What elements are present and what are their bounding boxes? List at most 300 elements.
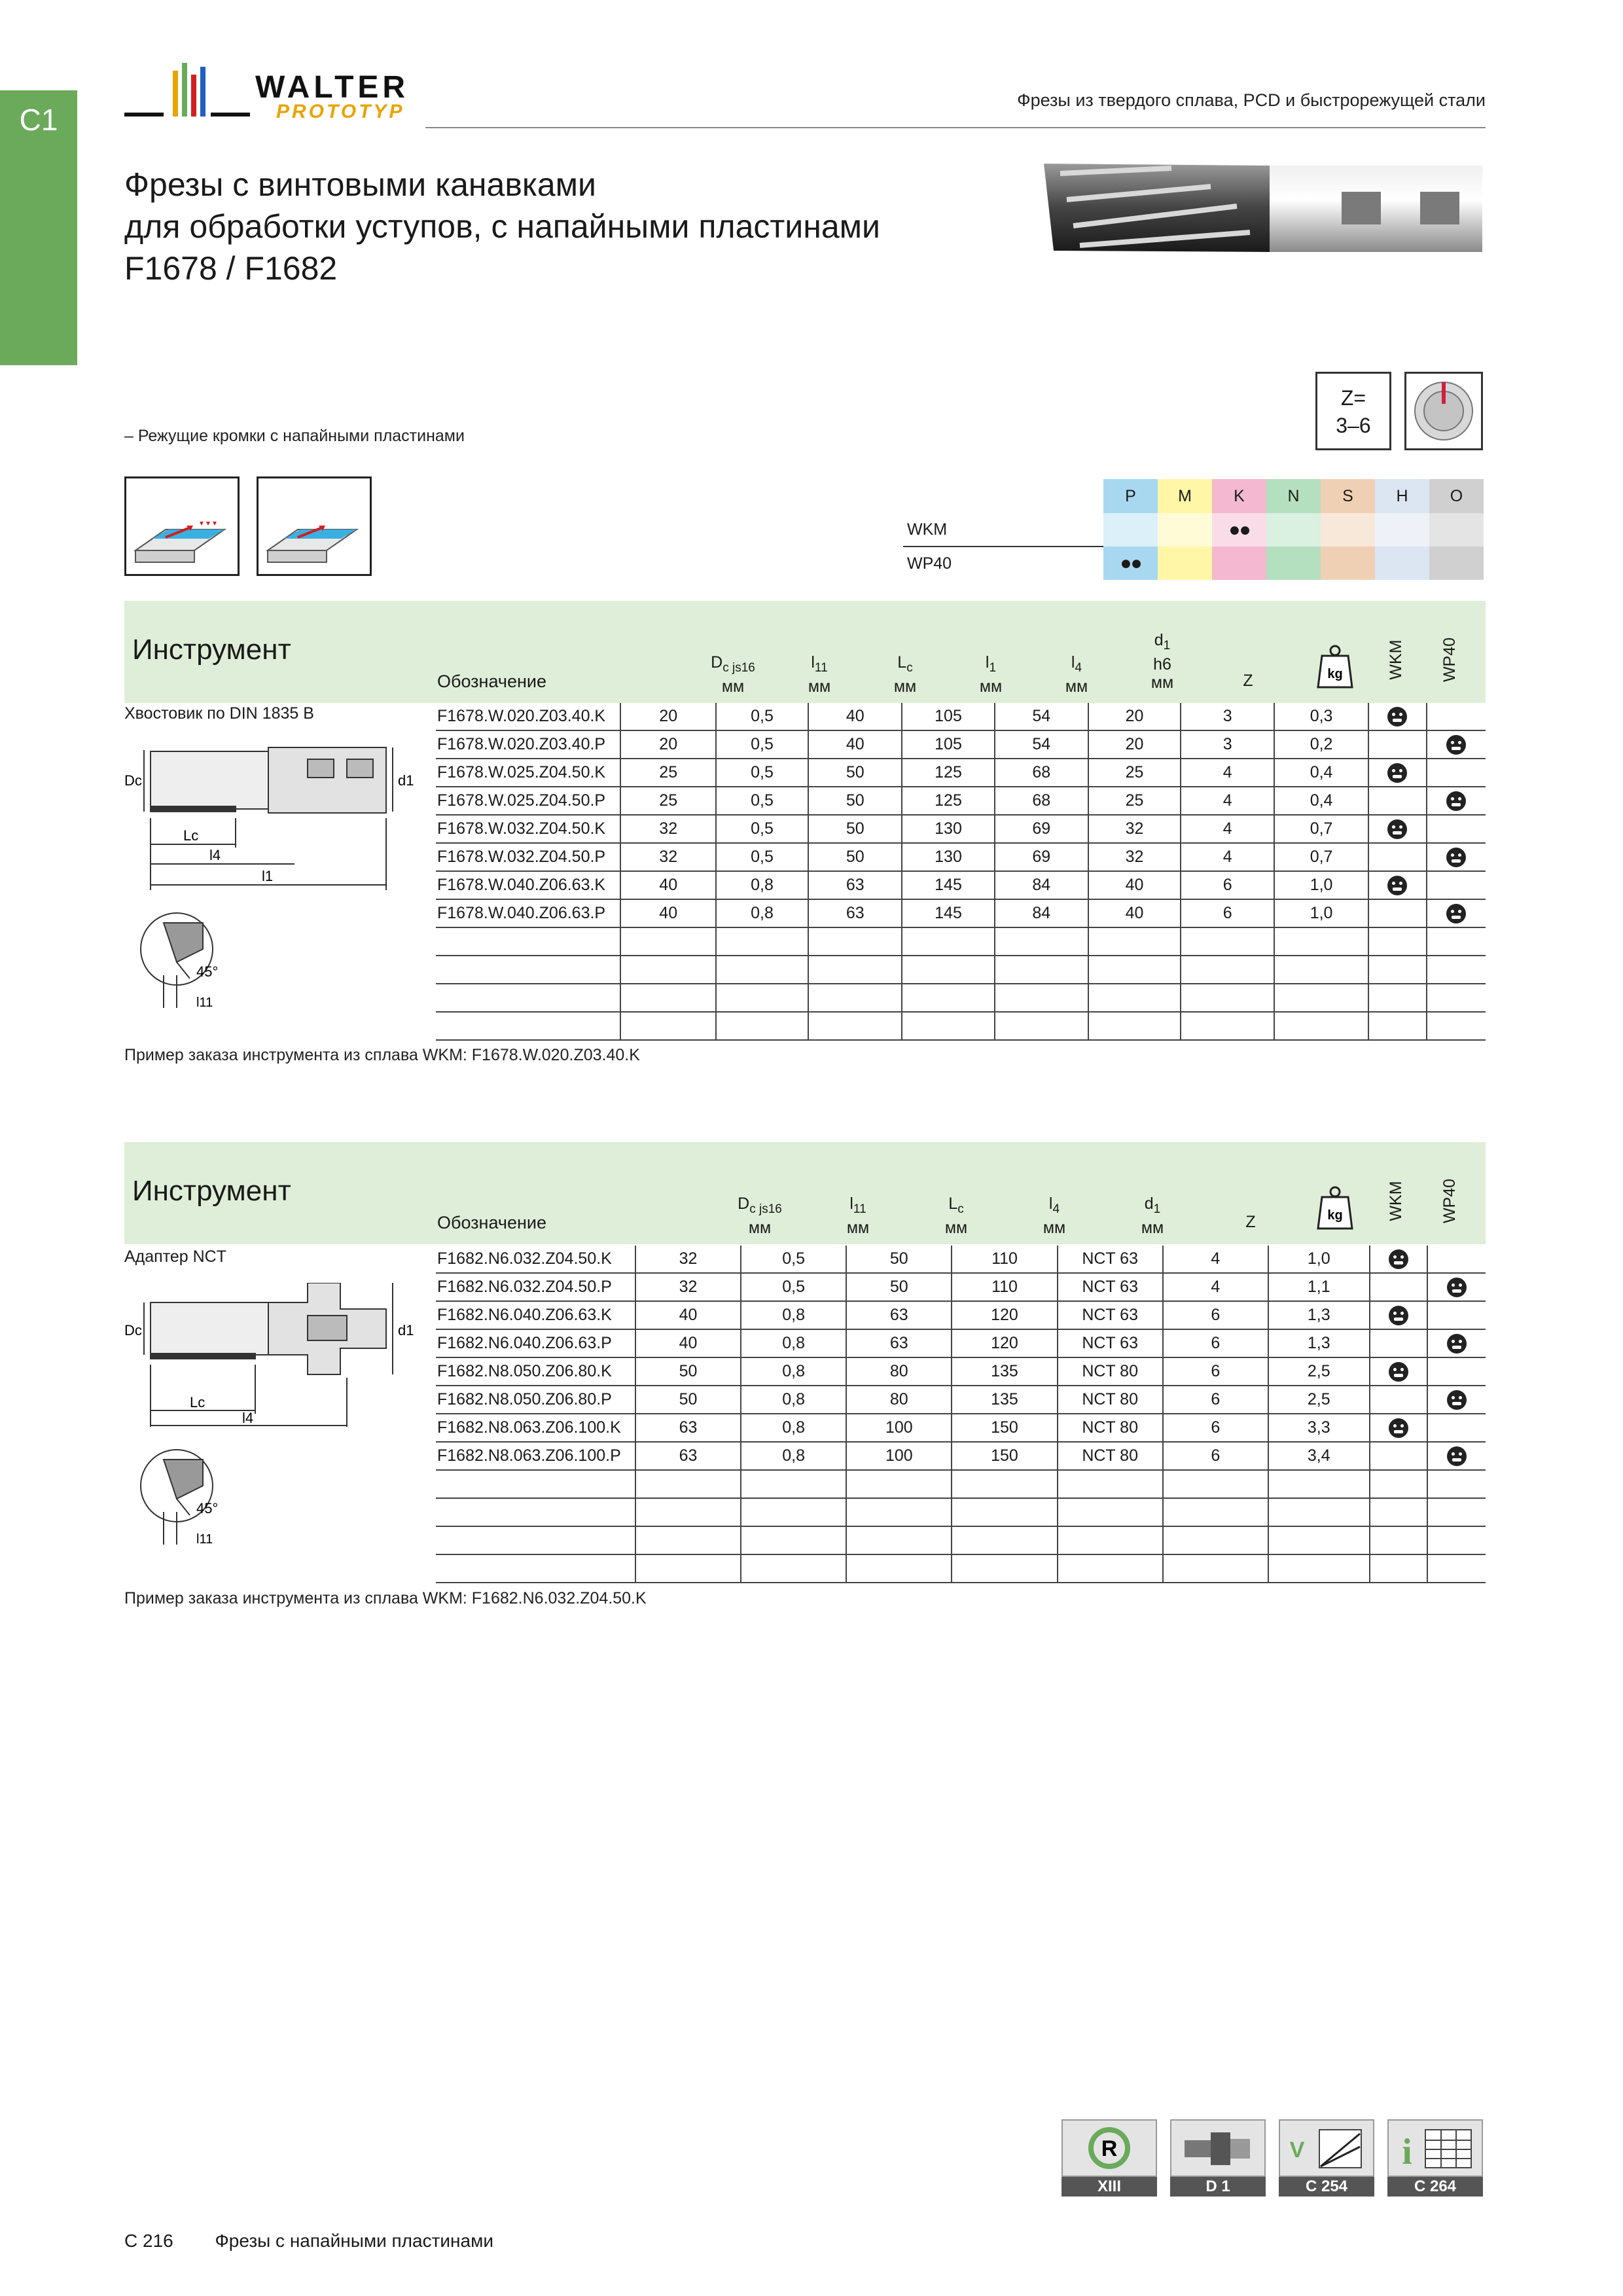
value-cell: 0,2 (1274, 730, 1368, 759)
stock-item-icon (1446, 735, 1466, 755)
col-header-l11: $l_{11}$ мм (808, 653, 831, 696)
value-cell: 25 (1088, 787, 1181, 815)
value-cell: 0,5 (741, 1246, 846, 1273)
table-row (436, 1442, 1486, 1470)
reference-label: C 264 (1387, 2177, 1483, 2197)
grade-header: WKM (1387, 1181, 1405, 1221)
value-cell (952, 1526, 1057, 1554)
stock-item-icon (1387, 763, 1407, 783)
dim-lc: Lc (190, 1394, 205, 1410)
col-header-d1: $d_1$ h6 мм (1150, 631, 1174, 692)
value-cell (716, 927, 808, 956)
material-table (903, 479, 1484, 580)
value-cell: 0,5 (741, 1273, 846, 1301)
table2-body (436, 1246, 1486, 1583)
value-cell: 150 (952, 1442, 1057, 1470)
value-cell: 0,5 (716, 815, 808, 843)
designation-cell[interactable] (436, 984, 620, 1012)
value-cell: 32 (635, 1246, 741, 1273)
value-cell: 84 (995, 871, 1088, 899)
value-cell: 40 (808, 703, 902, 730)
material-mark (1321, 547, 1375, 580)
value-cell (716, 956, 808, 984)
value-cell (716, 984, 808, 1012)
material-header-row (903, 479, 1484, 513)
grade-availability-cell (1427, 1554, 1486, 1583)
designation-cell[interactable]: F1678.W.040.Z06.63.P (436, 899, 620, 927)
table-row (436, 1554, 1486, 1583)
dim-angle: 45° (196, 1500, 219, 1516)
table-row (436, 1246, 1486, 1273)
value-cell: 4 (1163, 1246, 1268, 1273)
table-row (436, 956, 1486, 984)
value-cell (1181, 956, 1274, 984)
grade-availability-cell (1427, 1329, 1486, 1357)
value-cell: 0,8 (741, 1442, 846, 1470)
material-mark (1266, 547, 1321, 580)
table2-band-title: Инструмент (132, 1175, 291, 1207)
table-row (436, 984, 1486, 1012)
weight-icon-text: kg (1327, 667, 1343, 681)
material-mark (1266, 513, 1321, 547)
value-cell (1268, 1554, 1370, 1583)
logo-bar-right (211, 113, 250, 117)
material-group: P (1103, 479, 1158, 513)
value-cell: 32 (620, 843, 716, 871)
value-cell: 40 (635, 1301, 741, 1329)
value-cell: 50 (846, 1246, 952, 1273)
value-cell: 69 (995, 815, 1088, 843)
material-mark (1103, 513, 1158, 547)
value-cell: NCT 63 (1058, 1246, 1163, 1273)
value-cell: 6 (1163, 1414, 1268, 1442)
table-row (436, 787, 1486, 815)
value-cell (1268, 1526, 1370, 1554)
grade-availability-cell (1427, 984, 1486, 1012)
value-cell (995, 956, 1088, 984)
value-cell: 0,8 (741, 1414, 846, 1442)
dim-l4: l4 (242, 1410, 254, 1426)
col-header-wp40 (1440, 1168, 1457, 1234)
value-cell: 50 (635, 1357, 741, 1386)
value-cell: 50 (808, 843, 902, 871)
value-cell: 110 (952, 1273, 1057, 1301)
grade-availability-cell (1427, 1386, 1486, 1414)
value-cell: 0,5 (716, 759, 808, 787)
value-cell (635, 1526, 741, 1554)
designation-cell[interactable] (436, 956, 620, 984)
value-cell (902, 984, 994, 1012)
col-header-z: Z (1243, 672, 1253, 690)
table-row (436, 1357, 1486, 1386)
designation-cell[interactable]: F1678.W.020.Z03.40.K (436, 703, 620, 730)
value-cell: 0,8 (716, 899, 808, 927)
value-cell: 20 (620, 703, 716, 730)
designation-cell[interactable]: F1678.W.020.Z03.40.P (436, 730, 620, 759)
holder-icon (1170, 2119, 1266, 2177)
col-unit: мм (1065, 677, 1088, 696)
value-cell: 25 (620, 787, 716, 815)
stock-item-icon (1447, 1390, 1467, 1410)
designation-cell[interactable]: F1678.W.025.Z04.50.K (436, 759, 620, 787)
stock-item-icon (1446, 791, 1466, 811)
grade-availability-cell (1370, 1329, 1427, 1357)
value-cell (741, 1470, 846, 1498)
value-cell: 25 (1088, 759, 1181, 787)
value-cell: 63 (846, 1329, 952, 1357)
grade-availability-cell (1427, 956, 1486, 984)
designation-cell[interactable]: F1678.W.032.Z04.50.K (436, 815, 620, 843)
col-unit: мм (808, 677, 831, 696)
teeth-count-label: Z= (1340, 386, 1366, 410)
value-cell: 50 (635, 1386, 741, 1414)
value-cell (1088, 984, 1181, 1012)
header-divider (425, 127, 1486, 128)
logo-stick (182, 63, 187, 117)
designation-cell[interactable] (436, 1554, 635, 1583)
grade-availability-cell (1427, 1498, 1486, 1526)
value-cell (741, 1554, 846, 1583)
value-cell: 120 (952, 1301, 1057, 1329)
value-cell: 68 (995, 787, 1088, 815)
value-cell (741, 1498, 846, 1526)
designation-cell[interactable] (436, 1012, 620, 1040)
value-cell: 40 (1088, 899, 1181, 927)
grade-availability-cell (1427, 871, 1486, 899)
table1-shank-label: Хвостовик по DIN 1835 B (124, 704, 314, 723)
value-cell: 0,7 (1274, 843, 1368, 871)
designation-cell[interactable]: F1682.N8.063.Z06.100.K (436, 1414, 635, 1442)
value-cell (846, 1526, 952, 1554)
table2-code-header: Обозначение (437, 1213, 546, 1232)
grade-availability-cell (1368, 871, 1427, 899)
grade-availability-cell (1368, 1012, 1427, 1040)
material-mark (1429, 513, 1484, 547)
grade-availability-cell (1368, 759, 1427, 787)
value-cell (846, 1470, 952, 1498)
svg-text:R: R (1101, 2136, 1118, 2161)
walter-logo (124, 58, 410, 136)
material-mark (1158, 547, 1212, 580)
value-cell: 100 (846, 1414, 952, 1442)
logo-stick (191, 75, 196, 117)
designation-cell[interactable]: F1678.W.025.Z04.50.P (436, 787, 620, 815)
designation-cell[interactable] (436, 1470, 635, 1498)
svg-text:i: i (1402, 2132, 1412, 2172)
value-cell (1163, 1554, 1268, 1583)
material-group: S (1321, 479, 1375, 513)
value-cell (952, 1554, 1057, 1583)
col-header-l11: $l_{11}$ мм (846, 1194, 870, 1237)
grade-availability-cell (1368, 984, 1427, 1012)
value-cell (952, 1470, 1057, 1498)
value-cell (808, 984, 902, 1012)
designation-cell[interactable] (436, 1526, 635, 1554)
grade-availability-cell (1427, 843, 1486, 871)
designation-cell[interactable]: F1682.N6.032.Z04.50.P (436, 1273, 635, 1301)
grade-availability-cell (1427, 1442, 1486, 1470)
value-cell: 1,0 (1268, 1246, 1370, 1273)
table-row (436, 1470, 1486, 1498)
cutting-data-reference-button[interactable] (1279, 2119, 1374, 2197)
grade-availability-cell (1368, 703, 1427, 730)
value-cell: 32 (635, 1273, 741, 1301)
material-row (903, 513, 1484, 547)
col-header-lc: $L_c$ мм (893, 653, 917, 696)
value-cell (808, 956, 902, 984)
feature-item: – Режущие кромки с напайными пластинами (124, 427, 465, 445)
nct-adapter-drawing (124, 1283, 432, 1571)
value-cell: 0,5 (716, 843, 808, 871)
grade-header: WP40 (1440, 637, 1459, 683)
grade-label: WKM (903, 513, 1103, 547)
value-cell: 4 (1181, 815, 1274, 843)
value-cell (1163, 1470, 1268, 1498)
value-cell: 80 (846, 1386, 952, 1414)
cross-section-icon (1404, 372, 1483, 450)
value-cell: 50 (808, 759, 902, 787)
weight-icon (1312, 644, 1358, 690)
grade-availability-cell (1427, 1357, 1486, 1386)
table1-order-example: Пример заказа инструмента из сплава WKM: F1678.W.020.Z03.40.K (124, 1046, 640, 1064)
col-header-l1: $l_1$ мм (979, 653, 1003, 696)
value-cell: 0,7 (1274, 815, 1368, 843)
col-sub: h6 (1153, 655, 1171, 673)
table-row (436, 843, 1486, 871)
col-header-z: Z (1245, 1213, 1256, 1231)
value-cell (1058, 1554, 1163, 1583)
value-cell: 63 (808, 899, 902, 927)
value-cell: 6 (1181, 899, 1274, 927)
table-row (436, 730, 1486, 759)
value-cell: 0,3 (1274, 703, 1368, 730)
value-cell: 40 (635, 1329, 741, 1357)
value-cell (902, 927, 994, 956)
value-cell (902, 956, 994, 984)
value-cell (1181, 927, 1274, 956)
col-unit: мм (1141, 1219, 1164, 1237)
value-cell (995, 927, 1088, 956)
table-row (436, 1273, 1486, 1301)
stock-item-icon (1387, 876, 1407, 895)
value-cell: 0,8 (741, 1357, 846, 1386)
stock-item-icon (1389, 1306, 1408, 1325)
grade-availability-cell (1427, 703, 1486, 730)
designation-cell[interactable] (436, 927, 620, 956)
col-header-l4: $l_4$ мм (1043, 1194, 1066, 1237)
value-cell: 1,1 (1268, 1273, 1370, 1301)
grade-availability-cell (1368, 927, 1427, 956)
teeth-count-box (1315, 372, 1391, 450)
value-cell: 135 (952, 1386, 1057, 1414)
value-cell: 6 (1163, 1386, 1268, 1414)
value-cell: 0,5 (716, 703, 808, 730)
dim-d1: d1 (398, 1322, 414, 1338)
material-group: K (1212, 479, 1266, 513)
grade-availability-cell (1427, 1246, 1486, 1273)
value-cell: 63 (635, 1442, 741, 1470)
stock-item-icon (1387, 819, 1407, 839)
designation-cell[interactable]: F1682.N6.040.Z06.63.K (436, 1301, 635, 1329)
stock-item-icon (1446, 848, 1466, 867)
value-cell: NCT 63 (1058, 1329, 1163, 1357)
value-cell: 6 (1163, 1329, 1268, 1357)
col-unit: мм (979, 677, 1003, 696)
value-cell (1163, 1498, 1268, 1526)
material-mark: ●● (1103, 547, 1158, 580)
section-tab[interactable] (0, 90, 77, 365)
value-cell: 110 (952, 1246, 1057, 1273)
designation-cell[interactable]: F1678.W.040.Z06.63.K (436, 871, 620, 899)
info-table-reference-button[interactable] (1387, 2119, 1483, 2197)
grade-availability-cell (1370, 1386, 1427, 1414)
value-cell (1268, 1470, 1370, 1498)
designation-cell[interactable]: F1678.W.032.Z04.50.P (436, 843, 620, 871)
page-footer (124, 2231, 493, 2251)
designation-cell[interactable]: F1682.N6.040.Z06.63.P (436, 1329, 635, 1357)
col-unit: мм (846, 1219, 870, 1237)
dim-l11: l11 (196, 1532, 213, 1547)
designation-cell[interactable] (436, 1498, 635, 1526)
value-cell: 50 (846, 1273, 952, 1301)
designation-cell[interactable]: F1682.N6.032.Z04.50.K (436, 1246, 635, 1273)
dim-d1: d1 (398, 772, 414, 789)
value-cell (1088, 1012, 1181, 1040)
value-cell: 40 (808, 730, 902, 759)
grade-availability-cell (1370, 1357, 1427, 1386)
grade-availability-cell (1427, 787, 1486, 815)
col-header-l4: $l_4$ мм (1065, 653, 1088, 696)
shank-drawing (124, 733, 432, 1021)
value-cell (1274, 956, 1368, 984)
value-cell: 54 (995, 703, 1088, 730)
value-cell (995, 1012, 1088, 1040)
grade-availability-cell (1427, 1414, 1486, 1442)
weight-icon (1312, 1185, 1358, 1231)
shoulder-milling-icon (124, 476, 240, 576)
value-cell: 63 (635, 1414, 741, 1442)
material-mark (1375, 547, 1429, 580)
value-cell (995, 984, 1088, 1012)
value-cell: 84 (995, 899, 1088, 927)
cutting-data-icon (1279, 2119, 1374, 2177)
value-cell (620, 956, 716, 984)
table-row (436, 899, 1486, 927)
logo-stick (200, 67, 205, 117)
table-row (436, 927, 1486, 956)
grade-availability-cell (1368, 730, 1427, 759)
value-cell: 1,0 (1274, 899, 1368, 927)
value-cell: 6 (1163, 1357, 1268, 1386)
value-cell: 32 (1088, 815, 1181, 843)
material-group: M (1158, 479, 1212, 513)
dim-lc: Lc (183, 827, 199, 844)
dim-angle: 45° (196, 963, 219, 980)
holder-reference-button[interactable] (1170, 2119, 1266, 2197)
value-cell (1058, 1498, 1163, 1526)
header-category: Фрезы из твердого сплава, PCD и быстрорежущей стали (1017, 90, 1486, 110)
value-cell: 6 (1163, 1301, 1268, 1329)
table1-code-header: Обозначение (437, 672, 546, 691)
col-unit: мм (944, 1219, 968, 1237)
table-row (436, 1329, 1486, 1357)
value-cell (635, 1498, 741, 1526)
dim-dc: Dc (124, 1322, 142, 1338)
value-cell: 0,5 (716, 787, 808, 815)
stock-item-icon (1389, 1362, 1408, 1382)
grade-availability-cell (1368, 899, 1427, 927)
value-cell (1181, 984, 1274, 1012)
grade-availability-cell (1427, 1526, 1486, 1554)
stock-item-icon (1389, 1418, 1408, 1438)
value-cell: 105 (902, 703, 994, 730)
grade-header: WP40 (1440, 1178, 1459, 1224)
grade-availability-cell (1370, 1301, 1427, 1329)
title-line: для обработки уступов, с напайными пластинами (124, 208, 880, 245)
value-cell: 135 (952, 1357, 1057, 1386)
value-cell (1181, 1012, 1274, 1040)
table2-shank-label: Адаптер NCT (124, 1247, 227, 1266)
value-cell: 0,5 (716, 730, 808, 759)
value-cell: NCT 63 (1058, 1273, 1163, 1301)
value-cell: 54 (995, 730, 1088, 759)
grade-availability-cell (1370, 1470, 1427, 1498)
value-cell (1088, 956, 1181, 984)
grade-availability-cell (1427, 815, 1486, 843)
value-cell (902, 1012, 994, 1040)
dim-l4: l4 (209, 847, 221, 863)
table2-order-example: Пример заказа инструмента из сплава WKM: F1682.N6.032.Z04.50.K (124, 1589, 647, 1607)
material-mark (1375, 513, 1429, 547)
page-title (124, 164, 880, 289)
designation-cell[interactable]: F1682.N8.050.Z06.80.P (436, 1386, 635, 1414)
value-cell: 0,4 (1274, 787, 1368, 815)
table-row (436, 759, 1486, 787)
value-cell: 1,0 (1274, 871, 1368, 899)
designation-cell[interactable]: F1682.N8.050.Z06.80.K (436, 1357, 635, 1386)
value-cell (1274, 1012, 1368, 1040)
stock-item-icon (1389, 1249, 1408, 1269)
value-cell: NCT 63 (1058, 1301, 1163, 1329)
stock-item-icon (1447, 1334, 1467, 1354)
col-header-wp40 (1440, 627, 1457, 692)
material-mark: ●● (1212, 513, 1266, 547)
value-cell: 0,8 (741, 1301, 846, 1329)
footer-section: Фрезы с напайными пластинами (215, 2231, 493, 2251)
col-header-dc: $D_{c js16}$ мм (711, 653, 755, 696)
info-table-icon (1387, 2119, 1483, 2177)
col-unit: мм (1043, 1219, 1066, 1237)
value-cell: 50 (808, 815, 902, 843)
grade-availability-cell (1427, 899, 1486, 927)
col-header-wkm (1386, 1168, 1403, 1234)
value-cell (1274, 984, 1368, 1012)
designation-cell[interactable]: F1682.N8.063.Z06.100.P (436, 1442, 635, 1470)
grade-availability-cell (1370, 1554, 1427, 1583)
value-cell (1058, 1526, 1163, 1554)
table-row (436, 1414, 1486, 1442)
grade-header: WKM (1387, 639, 1405, 680)
value-cell: 68 (995, 759, 1088, 787)
value-cell: 0,8 (741, 1386, 846, 1414)
grade-availability-cell (1427, 759, 1486, 787)
value-cell: 40 (1088, 871, 1181, 899)
col-unit: мм (1150, 673, 1174, 692)
table-row (436, 1526, 1486, 1554)
grade-availability-cell (1370, 1246, 1427, 1273)
col-header-dc: $D_{c js16}$ мм (738, 1194, 782, 1237)
regrind-reference-button[interactable] (1061, 2119, 1157, 2197)
